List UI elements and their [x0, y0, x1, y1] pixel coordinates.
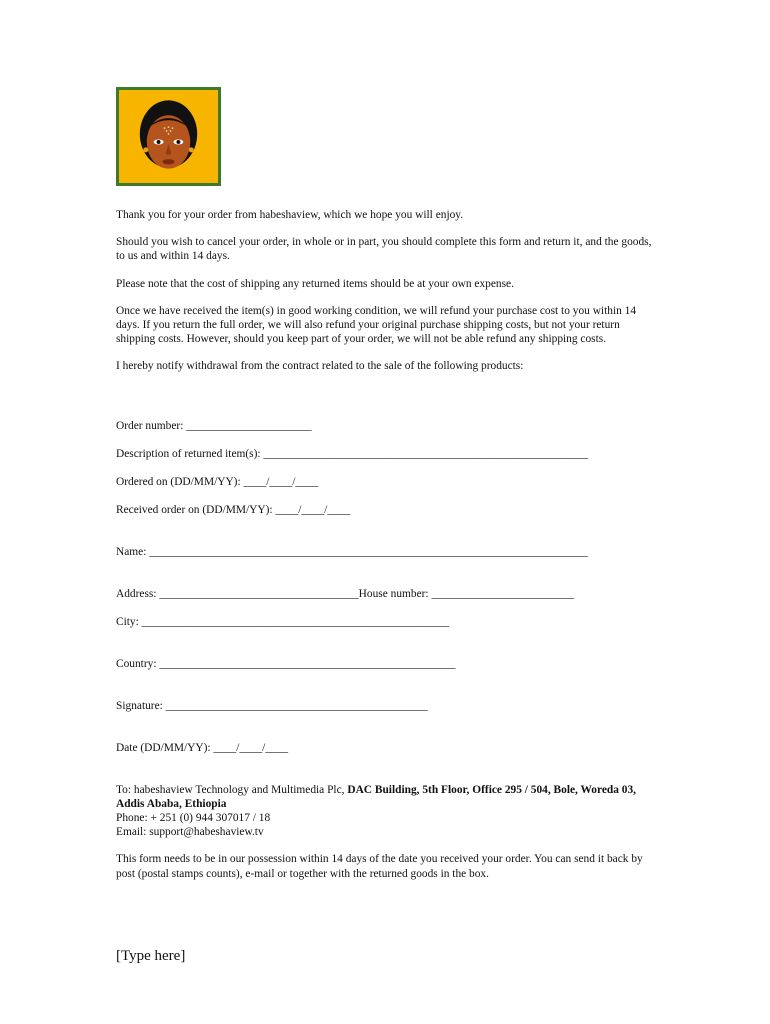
contact-address-bold: DAC Building, 5th Floor, Office 295 / 504, Bole, Woreda 03, Addis Ababa, Ethiopia: [116, 784, 637, 810]
address-field[interactable]: Address: ___________________________________House number: _________________________: [116, 588, 574, 600]
ordered-on-field[interactable]: Ordered on (DD/MM/YY): ____/____/____: [116, 476, 319, 488]
contact-block: [116, 783, 661, 839]
contact-phone: Phone: + 251 (0) 944 307017 / 18: [116, 812, 271, 824]
footer-placeholder[interactable]: [Type here]: [116, 948, 186, 964]
signature-field[interactable]: Signature: ______________________________________________: [116, 700, 428, 712]
date-field[interactable]: Date (DD/MM/YY): ____/____/____: [116, 742, 289, 754]
contact-email: Email: support@habeshaview.tv: [116, 826, 264, 838]
possession-note: [116, 852, 661, 881]
intro-paragraph-thanks: Thank you for your order from habeshaview, which we hope you will enjoy.: [116, 209, 464, 221]
city-field[interactable]: City: ______________________________________________________: [116, 616, 450, 628]
description-field[interactable]: Description of returned item(s): _________________________________________________________: [116, 448, 589, 460]
order-number-field[interactable]: Order number: ______________________: [116, 420, 312, 432]
intro-paragraph-shipping: Please note that the cost of shipping any returned items should be at your own expense.: [116, 277, 514, 290]
name-field[interactable]: Name: _____________________________________________________________________________: [116, 546, 588, 558]
intro-paragraph-refund: Once we have received the item(s) in good working condition, we will refund your purchase cost to you within 14 days. If you return the full order, we will also refund your original purchase shipping costs, but not your return shipping costs. However, should you keep part of your order, we will not be able refund any shipping costs.: [116, 304, 637, 346]
face-illustration-icon: [119, 90, 218, 183]
country-field[interactable]: Country: ____________________________________________________: [116, 658, 456, 670]
intro-paragraph-cancel: Should you wish to cancel your order, in whole or in part, you should complete this form and return it, and the goods, to us and within 14 days.: [116, 236, 652, 263]
possession-note-text: This form needs to be in our possession within 14 days of the date you received your order. You can send it back by post (postal stamps counts), e-mail or together with the returned goods in the box.: [116, 853, 643, 880]
contact-address-prefix: To: habeshaview Technology and Multimedia Plc,: [116, 784, 348, 796]
received-on-field[interactable]: Received order on (DD/MM/YY): ____/____/____: [116, 504, 351, 516]
intro-paragraph-withdrawal: I hereby notify withdrawal from the contract related to the sale of the following products:: [116, 360, 524, 373]
company-logo: [116, 87, 221, 186]
contact-address: [116, 783, 661, 811]
intro-text: [116, 208, 661, 374]
